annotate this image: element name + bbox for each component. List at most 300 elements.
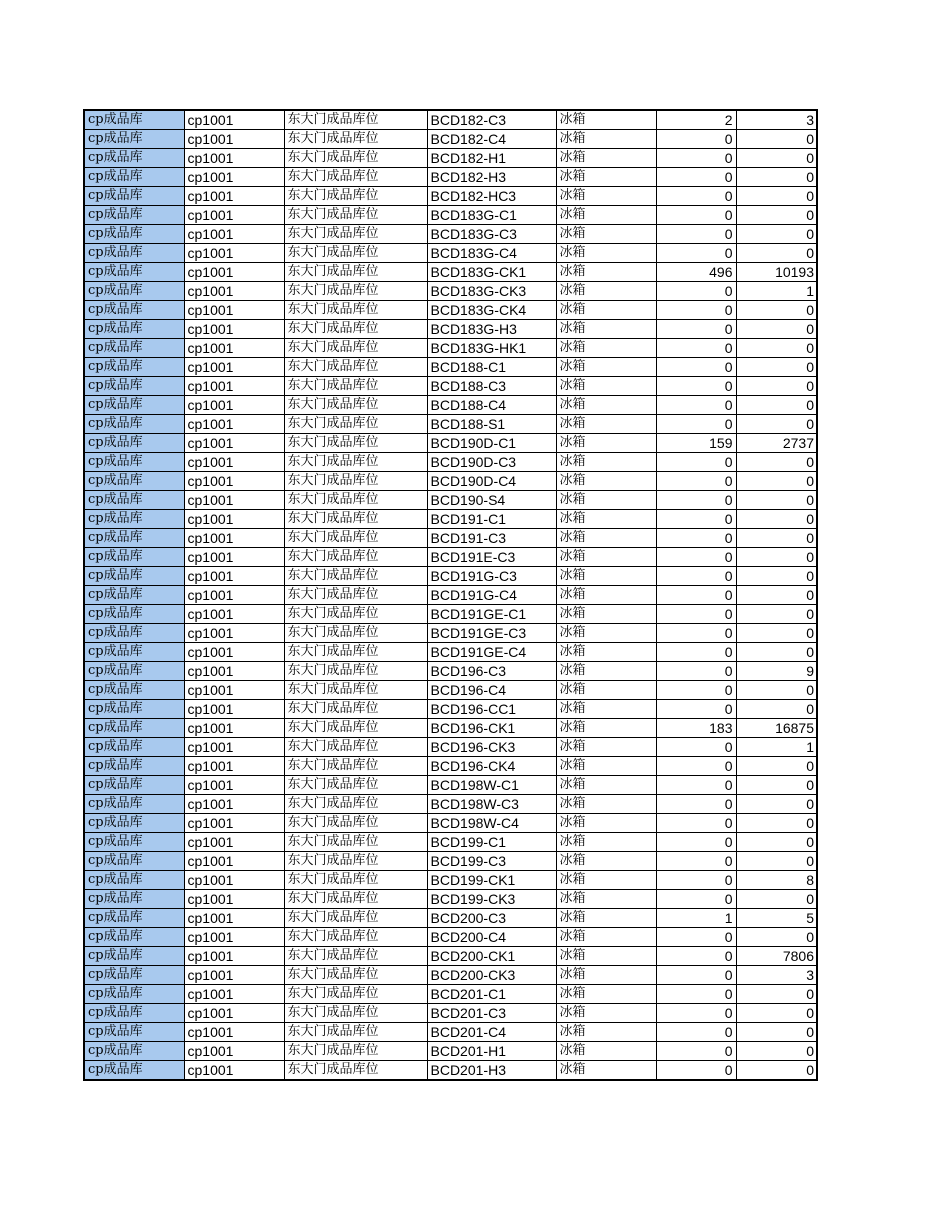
cell-warehouse[interactable]: cp成品库: [84, 130, 184, 149]
cell-qty-b[interactable]: 0: [736, 1004, 817, 1023]
cell-warehouse[interactable]: cp成品库: [84, 871, 184, 890]
cell-category[interactable]: 冰箱: [556, 1042, 656, 1061]
cell-qty-b[interactable]: 0: [736, 1061, 817, 1081]
cell-warehouse-code[interactable]: cp1001: [184, 472, 284, 491]
cell-warehouse-code[interactable]: cp1001: [184, 263, 284, 282]
cell-qty-b[interactable]: 0: [736, 833, 817, 852]
cell-qty-a[interactable]: 0: [656, 985, 736, 1004]
cell-model[interactable]: BCD196-C4: [427, 681, 556, 700]
cell-qty-b[interactable]: 0: [736, 890, 817, 909]
cell-warehouse[interactable]: cp成品库: [84, 586, 184, 605]
cell-qty-a[interactable]: 0: [656, 339, 736, 358]
cell-qty-a[interactable]: 0: [656, 358, 736, 377]
cell-qty-b[interactable]: 0: [736, 339, 817, 358]
cell-category[interactable]: 冰箱: [556, 358, 656, 377]
cell-warehouse-code[interactable]: cp1001: [184, 871, 284, 890]
cell-warehouse[interactable]: cp成品库: [84, 909, 184, 928]
cell-warehouse[interactable]: cp成品库: [84, 529, 184, 548]
cell-warehouse[interactable]: cp成品库: [84, 1023, 184, 1042]
cell-warehouse[interactable]: cp成品库: [84, 396, 184, 415]
cell-qty-a[interactable]: 183: [656, 719, 736, 738]
cell-qty-a[interactable]: 0: [656, 852, 736, 871]
cell-model[interactable]: BCD183G-C3: [427, 225, 556, 244]
cell-qty-a[interactable]: 0: [656, 453, 736, 472]
cell-warehouse-code[interactable]: cp1001: [184, 966, 284, 985]
cell-qty-a[interactable]: 0: [656, 776, 736, 795]
cell-warehouse[interactable]: cp成品库: [84, 966, 184, 985]
cell-model[interactable]: BCD182-H3: [427, 168, 556, 187]
cell-warehouse[interactable]: cp成品库: [84, 700, 184, 719]
cell-qty-b[interactable]: 8: [736, 871, 817, 890]
cell-location[interactable]: 东大门成品库位: [284, 149, 427, 168]
cell-qty-b[interactable]: 1: [736, 282, 817, 301]
cell-warehouse[interactable]: cp成品库: [84, 757, 184, 776]
cell-warehouse[interactable]: cp成品库: [84, 453, 184, 472]
cell-model[interactable]: BCD191-C3: [427, 529, 556, 548]
cell-qty-a[interactable]: 0: [656, 510, 736, 529]
cell-qty-a[interactable]: 1: [656, 909, 736, 928]
cell-category[interactable]: 冰箱: [556, 605, 656, 624]
cell-location[interactable]: 东大门成品库位: [284, 453, 427, 472]
cell-qty-b[interactable]: 9: [736, 662, 817, 681]
cell-model[interactable]: BCD196-CK4: [427, 757, 556, 776]
cell-qty-a[interactable]: 0: [656, 396, 736, 415]
cell-qty-a[interactable]: 0: [656, 472, 736, 491]
cell-qty-b[interactable]: 2737: [736, 434, 817, 453]
cell-qty-a[interactable]: 0: [656, 548, 736, 567]
cell-category[interactable]: 冰箱: [556, 263, 656, 282]
cell-warehouse-code[interactable]: cp1001: [184, 700, 284, 719]
cell-category[interactable]: 冰箱: [556, 624, 656, 643]
cell-model[interactable]: BCD199-CK3: [427, 890, 556, 909]
cell-location[interactable]: 东大门成品库位: [284, 301, 427, 320]
cell-model[interactable]: BCD191GE-C3: [427, 624, 556, 643]
cell-location[interactable]: 东大门成品库位: [284, 1061, 427, 1081]
cell-category[interactable]: 冰箱: [556, 928, 656, 947]
cell-warehouse-code[interactable]: cp1001: [184, 567, 284, 586]
cell-warehouse[interactable]: cp成品库: [84, 320, 184, 339]
cell-warehouse[interactable]: cp成品库: [84, 624, 184, 643]
cell-warehouse-code[interactable]: cp1001: [184, 225, 284, 244]
cell-location[interactable]: 东大门成品库位: [284, 776, 427, 795]
cell-location[interactable]: 东大门成品库位: [284, 795, 427, 814]
cell-warehouse[interactable]: cp成品库: [84, 415, 184, 434]
cell-category[interactable]: 冰箱: [556, 776, 656, 795]
cell-qty-b[interactable]: 16875: [736, 719, 817, 738]
cell-qty-b[interactable]: 0: [736, 415, 817, 434]
cell-warehouse-code[interactable]: cp1001: [184, 586, 284, 605]
cell-warehouse[interactable]: cp成品库: [84, 282, 184, 301]
cell-warehouse-code[interactable]: cp1001: [184, 301, 284, 320]
cell-location[interactable]: 东大门成品库位: [284, 738, 427, 757]
cell-warehouse-code[interactable]: cp1001: [184, 529, 284, 548]
cell-warehouse[interactable]: cp成品库: [84, 187, 184, 206]
cell-category[interactable]: 冰箱: [556, 244, 656, 263]
cell-qty-b[interactable]: 0: [736, 605, 817, 624]
cell-warehouse[interactable]: cp成品库: [84, 681, 184, 700]
cell-warehouse-code[interactable]: cp1001: [184, 187, 284, 206]
cell-model[interactable]: BCD190-S4: [427, 491, 556, 510]
cell-location[interactable]: 东大门成品库位: [284, 434, 427, 453]
cell-location[interactable]: 东大门成品库位: [284, 586, 427, 605]
cell-location[interactable]: 东大门成品库位: [284, 187, 427, 206]
cell-warehouse-code[interactable]: cp1001: [184, 738, 284, 757]
cell-location[interactable]: 东大门成品库位: [284, 244, 427, 263]
cell-qty-b[interactable]: 0: [736, 1023, 817, 1042]
cell-qty-a[interactable]: 0: [656, 529, 736, 548]
cell-model[interactable]: BCD188-S1: [427, 415, 556, 434]
cell-model[interactable]: BCD191G-C4: [427, 586, 556, 605]
cell-warehouse[interactable]: cp成品库: [84, 339, 184, 358]
cell-warehouse-code[interactable]: cp1001: [184, 168, 284, 187]
cell-model[interactable]: BCD188-C3: [427, 377, 556, 396]
cell-warehouse-code[interactable]: cp1001: [184, 339, 284, 358]
cell-warehouse-code[interactable]: cp1001: [184, 358, 284, 377]
cell-qty-b[interactable]: 0: [736, 396, 817, 415]
cell-category[interactable]: 冰箱: [556, 282, 656, 301]
cell-qty-a[interactable]: 0: [656, 567, 736, 586]
cell-model[interactable]: BCD182-H1: [427, 149, 556, 168]
cell-category[interactable]: 冰箱: [556, 377, 656, 396]
cell-location[interactable]: 东大门成品库位: [284, 206, 427, 225]
cell-warehouse[interactable]: cp成品库: [84, 795, 184, 814]
cell-model[interactable]: BCD183G-C4: [427, 244, 556, 263]
cell-warehouse-code[interactable]: cp1001: [184, 719, 284, 738]
cell-qty-a[interactable]: 0: [656, 966, 736, 985]
cell-category[interactable]: 冰箱: [556, 301, 656, 320]
cell-category[interactable]: 冰箱: [556, 852, 656, 871]
cell-location[interactable]: 东大门成品库位: [284, 225, 427, 244]
cell-qty-b[interactable]: 0: [736, 301, 817, 320]
cell-qty-a[interactable]: 0: [656, 1061, 736, 1081]
cell-category[interactable]: 冰箱: [556, 339, 656, 358]
cell-warehouse-code[interactable]: cp1001: [184, 396, 284, 415]
cell-warehouse[interactable]: cp成品库: [84, 776, 184, 795]
cell-warehouse[interactable]: cp成品库: [84, 1042, 184, 1061]
cell-model[interactable]: BCD198W-C3: [427, 795, 556, 814]
cell-warehouse[interactable]: cp成品库: [84, 548, 184, 567]
cell-location[interactable]: 东大门成品库位: [284, 643, 427, 662]
cell-category[interactable]: 冰箱: [556, 1004, 656, 1023]
cell-qty-a[interactable]: 0: [656, 1004, 736, 1023]
cell-category[interactable]: 冰箱: [556, 871, 656, 890]
cell-model[interactable]: BCD190D-C1: [427, 434, 556, 453]
cell-category[interactable]: 冰箱: [556, 1061, 656, 1081]
cell-qty-b[interactable]: 0: [736, 206, 817, 225]
cell-warehouse-code[interactable]: cp1001: [184, 415, 284, 434]
cell-category[interactable]: 冰箱: [556, 434, 656, 453]
cell-qty-a[interactable]: 0: [656, 681, 736, 700]
cell-qty-b[interactable]: 0: [736, 643, 817, 662]
cell-warehouse-code[interactable]: cp1001: [184, 491, 284, 510]
cell-qty-a[interactable]: 0: [656, 624, 736, 643]
cell-location[interactable]: 东大门成品库位: [284, 871, 427, 890]
cell-warehouse[interactable]: cp成品库: [84, 605, 184, 624]
cell-model[interactable]: BCD190D-C4: [427, 472, 556, 491]
cell-warehouse-code[interactable]: cp1001: [184, 985, 284, 1004]
cell-location[interactable]: 东大门成品库位: [284, 396, 427, 415]
cell-warehouse[interactable]: cp成品库: [84, 567, 184, 586]
cell-model[interactable]: BCD200-CK3: [427, 966, 556, 985]
cell-location[interactable]: 东大门成品库位: [284, 339, 427, 358]
cell-model[interactable]: BCD191GE-C4: [427, 643, 556, 662]
cell-qty-a[interactable]: 0: [656, 1042, 736, 1061]
cell-model[interactable]: BCD183G-CK3: [427, 282, 556, 301]
cell-qty-b[interactable]: 0: [736, 548, 817, 567]
cell-warehouse[interactable]: cp成品库: [84, 738, 184, 757]
cell-category[interactable]: 冰箱: [556, 757, 656, 776]
cell-model[interactable]: BCD183G-HK1: [427, 339, 556, 358]
cell-qty-a[interactable]: 0: [656, 377, 736, 396]
cell-model[interactable]: BCD201-C3: [427, 1004, 556, 1023]
cell-location[interactable]: 东大门成品库位: [284, 814, 427, 833]
cell-location[interactable]: 东大门成品库位: [284, 966, 427, 985]
cell-location[interactable]: 东大门成品库位: [284, 358, 427, 377]
cell-category[interactable]: 冰箱: [556, 491, 656, 510]
cell-model[interactable]: BCD201-H3: [427, 1061, 556, 1081]
cell-category[interactable]: 冰箱: [556, 225, 656, 244]
cell-warehouse[interactable]: cp成品库: [84, 814, 184, 833]
cell-warehouse[interactable]: cp成品库: [84, 472, 184, 491]
cell-warehouse-code[interactable]: cp1001: [184, 282, 284, 301]
cell-qty-a[interactable]: 0: [656, 605, 736, 624]
cell-category[interactable]: 冰箱: [556, 396, 656, 415]
cell-qty-b[interactable]: 0: [736, 510, 817, 529]
cell-qty-b[interactable]: 0: [736, 320, 817, 339]
cell-qty-a[interactable]: 496: [656, 263, 736, 282]
cell-model[interactable]: BCD188-C4: [427, 396, 556, 415]
cell-qty-b[interactable]: 0: [736, 529, 817, 548]
cell-warehouse-code[interactable]: cp1001: [184, 605, 284, 624]
cell-location[interactable]: 东大门成品库位: [284, 985, 427, 1004]
cell-warehouse[interactable]: cp成品库: [84, 928, 184, 947]
cell-qty-a[interactable]: 0: [656, 320, 736, 339]
cell-qty-a[interactable]: 0: [656, 757, 736, 776]
cell-warehouse-code[interactable]: cp1001: [184, 434, 284, 453]
cell-qty-b[interactable]: 0: [736, 928, 817, 947]
cell-location[interactable]: 东大门成品库位: [284, 662, 427, 681]
cell-warehouse-code[interactable]: cp1001: [184, 130, 284, 149]
cell-warehouse-code[interactable]: cp1001: [184, 1004, 284, 1023]
cell-qty-a[interactable]: 0: [656, 586, 736, 605]
cell-location[interactable]: 东大门成品库位: [284, 282, 427, 301]
cell-warehouse[interactable]: cp成品库: [84, 643, 184, 662]
cell-qty-a[interactable]: 0: [656, 491, 736, 510]
cell-category[interactable]: 冰箱: [556, 795, 656, 814]
cell-category[interactable]: 冰箱: [556, 662, 656, 681]
cell-model[interactable]: BCD201-H1: [427, 1042, 556, 1061]
cell-qty-a[interactable]: 0: [656, 795, 736, 814]
cell-category[interactable]: 冰箱: [556, 890, 656, 909]
cell-model[interactable]: BCD200-C4: [427, 928, 556, 947]
cell-category[interactable]: 冰箱: [556, 529, 656, 548]
cell-category[interactable]: 冰箱: [556, 909, 656, 928]
cell-warehouse[interactable]: cp成品库: [84, 510, 184, 529]
cell-warehouse-code[interactable]: cp1001: [184, 548, 284, 567]
cell-qty-a[interactable]: 0: [656, 814, 736, 833]
cell-warehouse-code[interactable]: cp1001: [184, 206, 284, 225]
cell-warehouse[interactable]: cp成品库: [84, 244, 184, 263]
cell-model[interactable]: BCD190D-C3: [427, 453, 556, 472]
cell-location[interactable]: 东大门成品库位: [284, 415, 427, 434]
cell-category[interactable]: 冰箱: [556, 168, 656, 187]
cell-model[interactable]: BCD183G-H3: [427, 320, 556, 339]
cell-category[interactable]: 冰箱: [556, 472, 656, 491]
cell-category[interactable]: 冰箱: [556, 966, 656, 985]
cell-model[interactable]: BCD201-C4: [427, 1023, 556, 1042]
cell-warehouse-code[interactable]: cp1001: [184, 681, 284, 700]
cell-warehouse[interactable]: cp成品库: [84, 491, 184, 510]
cell-category[interactable]: 冰箱: [556, 187, 656, 206]
cell-qty-a[interactable]: 0: [656, 282, 736, 301]
cell-model[interactable]: BCD183G-CK4: [427, 301, 556, 320]
cell-warehouse[interactable]: cp成品库: [84, 225, 184, 244]
cell-qty-a[interactable]: 159: [656, 434, 736, 453]
cell-qty-b[interactable]: 0: [736, 757, 817, 776]
cell-model[interactable]: BCD191G-C3: [427, 567, 556, 586]
cell-location[interactable]: 东大门成品库位: [284, 320, 427, 339]
cell-model[interactable]: BCD198W-C4: [427, 814, 556, 833]
cell-model[interactable]: BCD196-C3: [427, 662, 556, 681]
cell-qty-a[interactable]: 0: [656, 947, 736, 966]
cell-warehouse[interactable]: cp成品库: [84, 833, 184, 852]
cell-location[interactable]: 东大门成品库位: [284, 510, 427, 529]
cell-warehouse[interactable]: cp成品库: [84, 149, 184, 168]
cell-warehouse-code[interactable]: cp1001: [184, 1042, 284, 1061]
cell-model[interactable]: BCD196-CK3: [427, 738, 556, 757]
cell-warehouse-code[interactable]: cp1001: [184, 1061, 284, 1081]
cell-location[interactable]: 东大门成品库位: [284, 909, 427, 928]
cell-location[interactable]: 东大门成品库位: [284, 947, 427, 966]
cell-warehouse-code[interactable]: cp1001: [184, 852, 284, 871]
cell-category[interactable]: 冰箱: [556, 149, 656, 168]
cell-warehouse-code[interactable]: cp1001: [184, 149, 284, 168]
cell-qty-a[interactable]: 0: [656, 149, 736, 168]
cell-warehouse[interactable]: cp成品库: [84, 168, 184, 187]
cell-qty-b[interactable]: 0: [736, 985, 817, 1004]
cell-category[interactable]: 冰箱: [556, 110, 656, 130]
cell-model[interactable]: BCD191E-C3: [427, 548, 556, 567]
cell-category[interactable]: 冰箱: [556, 206, 656, 225]
cell-location[interactable]: 东大门成品库位: [284, 700, 427, 719]
cell-qty-b[interactable]: 0: [736, 1042, 817, 1061]
cell-location[interactable]: 东大门成品库位: [284, 548, 427, 567]
cell-qty-b[interactable]: 0: [736, 700, 817, 719]
cell-qty-a[interactable]: 0: [656, 890, 736, 909]
cell-model[interactable]: BCD183G-CK1: [427, 263, 556, 282]
cell-warehouse-code[interactable]: cp1001: [184, 510, 284, 529]
cell-qty-b[interactable]: 10193: [736, 263, 817, 282]
cell-qty-b[interactable]: 0: [736, 491, 817, 510]
cell-qty-a[interactable]: 0: [656, 643, 736, 662]
cell-qty-b[interactable]: 5: [736, 909, 817, 928]
cell-qty-b[interactable]: 0: [736, 149, 817, 168]
cell-location[interactable]: 东大门成品库位: [284, 681, 427, 700]
cell-category[interactable]: 冰箱: [556, 1023, 656, 1042]
cell-qty-b[interactable]: 0: [736, 225, 817, 244]
cell-qty-b[interactable]: 3: [736, 966, 817, 985]
cell-qty-b[interactable]: 7806: [736, 947, 817, 966]
cell-warehouse-code[interactable]: cp1001: [184, 795, 284, 814]
cell-warehouse-code[interactable]: cp1001: [184, 947, 284, 966]
cell-qty-a[interactable]: 0: [656, 662, 736, 681]
cell-qty-b[interactable]: 0: [736, 377, 817, 396]
cell-qty-b[interactable]: 0: [736, 358, 817, 377]
cell-model[interactable]: BCD196-CC1: [427, 700, 556, 719]
cell-model[interactable]: BCD201-C1: [427, 985, 556, 1004]
cell-qty-a[interactable]: 0: [656, 415, 736, 434]
cell-qty-a[interactable]: 0: [656, 168, 736, 187]
cell-model[interactable]: BCD182-C4: [427, 130, 556, 149]
cell-warehouse[interactable]: cp成品库: [84, 985, 184, 1004]
cell-category[interactable]: 冰箱: [556, 567, 656, 586]
cell-qty-a[interactable]: 0: [656, 1023, 736, 1042]
cell-location[interactable]: 东大门成品库位: [284, 1023, 427, 1042]
cell-warehouse-code[interactable]: cp1001: [184, 909, 284, 928]
cell-location[interactable]: 东大门成品库位: [284, 529, 427, 548]
cell-model[interactable]: BCD199-CK1: [427, 871, 556, 890]
cell-category[interactable]: 冰箱: [556, 681, 656, 700]
cell-qty-a[interactable]: 0: [656, 301, 736, 320]
cell-location[interactable]: 东大门成品库位: [284, 110, 427, 130]
cell-qty-a[interactable]: 0: [656, 738, 736, 757]
cell-model[interactable]: BCD199-C1: [427, 833, 556, 852]
cell-model[interactable]: BCD182-HC3: [427, 187, 556, 206]
cell-location[interactable]: 东大门成品库位: [284, 491, 427, 510]
cell-category[interactable]: 冰箱: [556, 415, 656, 434]
cell-qty-a[interactable]: 0: [656, 187, 736, 206]
cell-qty-a[interactable]: 0: [656, 871, 736, 890]
cell-category[interactable]: 冰箱: [556, 738, 656, 757]
cell-location[interactable]: 东大门成品库位: [284, 605, 427, 624]
cell-warehouse-code[interactable]: cp1001: [184, 244, 284, 263]
cell-category[interactable]: 冰箱: [556, 833, 656, 852]
cell-location[interactable]: 东大门成品库位: [284, 263, 427, 282]
cell-qty-a[interactable]: 0: [656, 700, 736, 719]
cell-location[interactable]: 东大门成品库位: [284, 624, 427, 643]
cell-qty-b[interactable]: 0: [736, 776, 817, 795]
cell-qty-a[interactable]: 0: [656, 833, 736, 852]
cell-warehouse[interactable]: cp成品库: [84, 1061, 184, 1081]
cell-warehouse-code[interactable]: cp1001: [184, 320, 284, 339]
cell-warehouse-code[interactable]: cp1001: [184, 814, 284, 833]
cell-qty-b[interactable]: 0: [736, 814, 817, 833]
cell-model[interactable]: BCD199-C3: [427, 852, 556, 871]
cell-warehouse[interactable]: cp成品库: [84, 947, 184, 966]
cell-qty-a[interactable]: 0: [656, 244, 736, 263]
cell-qty-b[interactable]: 1: [736, 738, 817, 757]
cell-category[interactable]: 冰箱: [556, 548, 656, 567]
cell-qty-b[interactable]: 0: [736, 472, 817, 491]
cell-qty-b[interactable]: 0: [736, 244, 817, 263]
cell-location[interactable]: 东大门成品库位: [284, 377, 427, 396]
cell-category[interactable]: 冰箱: [556, 643, 656, 662]
cell-warehouse[interactable]: cp成品库: [84, 890, 184, 909]
cell-category[interactable]: 冰箱: [556, 985, 656, 1004]
cell-qty-b[interactable]: 0: [736, 681, 817, 700]
cell-location[interactable]: 东大门成品库位: [284, 1042, 427, 1061]
cell-location[interactable]: 东大门成品库位: [284, 833, 427, 852]
cell-warehouse-code[interactable]: cp1001: [184, 776, 284, 795]
cell-model[interactable]: BCD196-CK1: [427, 719, 556, 738]
cell-warehouse-code[interactable]: cp1001: [184, 643, 284, 662]
cell-warehouse-code[interactable]: cp1001: [184, 928, 284, 947]
cell-category[interactable]: 冰箱: [556, 814, 656, 833]
cell-model[interactable]: BCD182-C3: [427, 110, 556, 130]
cell-location[interactable]: 东大门成品库位: [284, 757, 427, 776]
cell-category[interactable]: 冰箱: [556, 947, 656, 966]
cell-qty-b[interactable]: 3: [736, 110, 817, 130]
